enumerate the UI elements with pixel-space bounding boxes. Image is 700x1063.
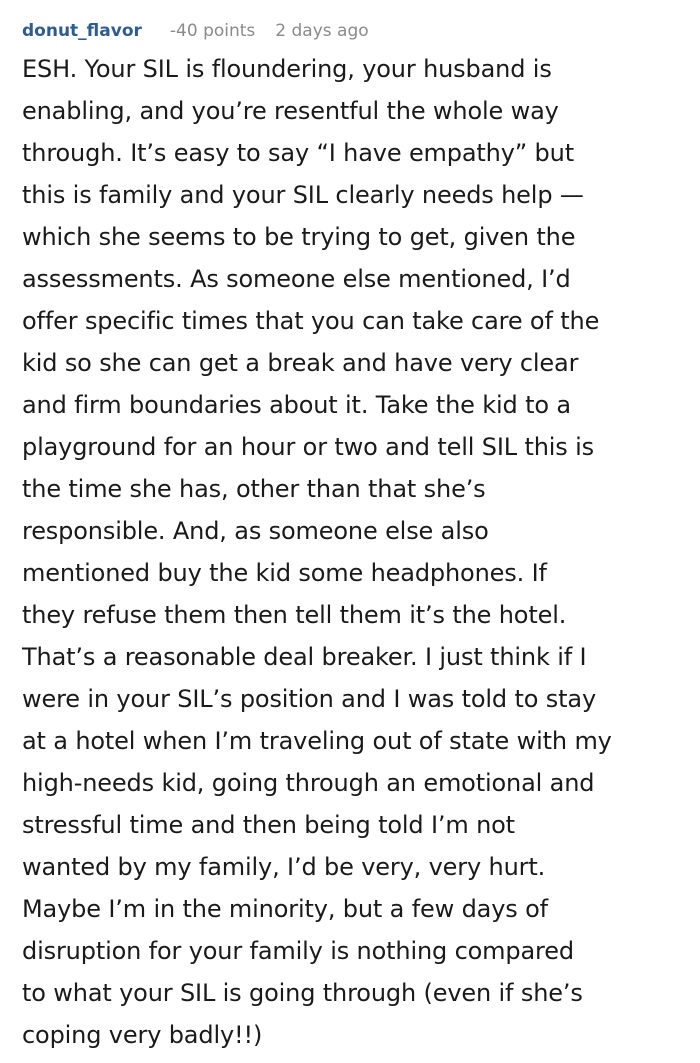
comment-line: wanted by my family, I’d be very, very hurt. [22,853,546,881]
comment-line: and firm boundaries about it. Take the kid to a [22,391,571,419]
comment-line: the time she has, other than that she’s [22,475,486,503]
comment-line: assessments. As someone else mentioned, I’d [22,265,571,293]
comment-line: to what your SIL is going through (even if she’s [22,979,583,1007]
comment-body [22,48,678,1056]
comment-line: playground for an hour or two and tell SIL this is [22,433,594,461]
comment-line: responsible. And, as someone else also [22,517,489,545]
comment-line: they refuse them then tell them it’s the hotel. [22,601,567,629]
comment-line: disruption for your family is nothing compared [22,937,574,965]
comment-line: stressful time and then being told I’m not [22,811,515,839]
comment-line: kid so she can get a break and have very clear [22,349,579,377]
comment-line: enabling, and you’re resentful the whole way [22,97,559,125]
comment-line: mentioned buy the kid some headphones. If [22,559,547,587]
comment-meta [22,16,678,46]
comment-line: Maybe I’m in the minority, but a few days of [22,895,548,923]
comment-line: were in your SIL’s position and I was told to stay [22,685,596,713]
comment-line: through. It’s easy to say “I have empathy” but [22,139,574,167]
comment-line: ESH. Your SIL is floundering, your husband is [22,55,552,83]
comment-line: which she seems to be trying to get, given the [22,223,576,251]
username-link[interactable]: donut_flavor [22,21,142,41]
comment-line: this is family and your SIL clearly needs help — [22,181,584,209]
comment-timestamp: 2 days ago [275,21,369,41]
points-count: -40 points [169,21,256,41]
comment-line: coping very badly!!) [22,1021,263,1049]
comment-line: high-needs kid, going through an emotional and [22,769,595,797]
comment-line: That’s a reasonable deal breaker. I just think if I [22,643,587,671]
comment-line: at a hotel when I’m traveling out of state with my [22,727,612,755]
comment-line: offer specific times that you can take care of the [22,307,600,335]
